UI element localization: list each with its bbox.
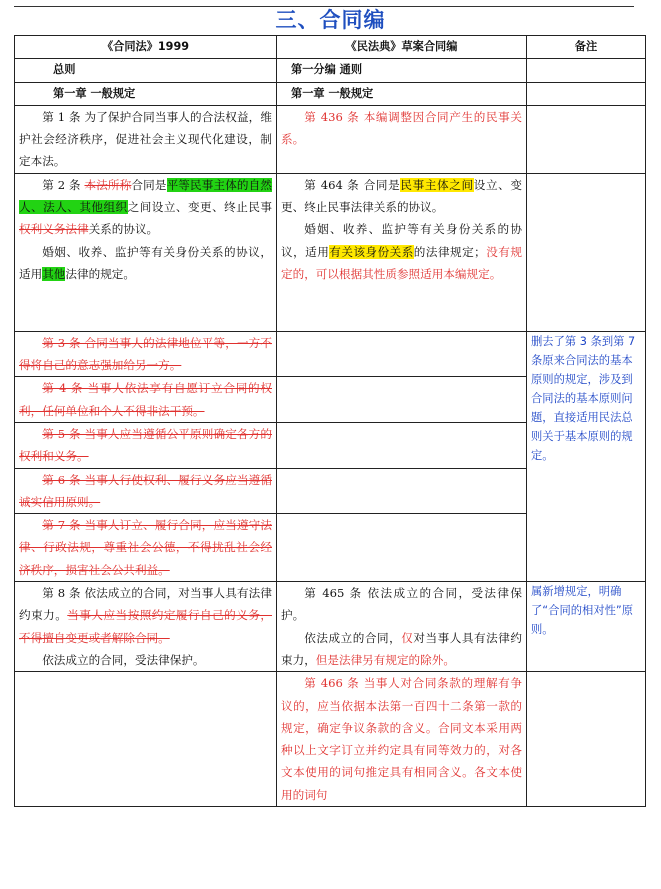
article-464-para-1: [281, 174, 522, 219]
article-466-text: 第 466 条 当事人对合同条款的理解有争议的，应当依据本法第一百四十二条第一款的规定，确定争议条款的含义。合同文本采用两种以上文字订立并约定具有同等效力的，对各文本使用的词句推定具有相同含义。各文本使用的词句: [281, 676, 522, 802]
deleted-text: 本法所称: [84, 177, 132, 192]
deleted-article-cell: [15, 377, 277, 423]
deleted-article-row: [15, 331, 646, 377]
deleted-article-cell: [15, 422, 277, 468]
text-span: 对当事人具有法律约束力，: [281, 630, 522, 667]
text-span: 的法律规定；: [413, 244, 486, 259]
text-span: 第 464 条 合同是: [304, 177, 401, 192]
header-contract-law: 《合同法》1999: [15, 36, 277, 59]
chapter-left: 第一章 一般规定: [15, 82, 277, 105]
text-span: 设立、变更、终止民事法律关系的协议。: [281, 177, 522, 215]
article-2-para-2: [19, 241, 272, 286]
header-notes: 备注: [527, 36, 646, 59]
article-2-para-1: [19, 174, 272, 241]
added-text: 仅: [401, 630, 414, 645]
text-span: 合同是: [131, 177, 167, 192]
article-465-para-1: 第 465 条 依法成立的合同，受法律保护。: [281, 586, 522, 623]
header-civil-code: 《民法典》草案合同编: [277, 36, 527, 59]
chapter-right: 第一章 一般规定: [277, 82, 527, 105]
highlight-text: 有关该身份关系: [329, 244, 414, 259]
article-8-para-2: 依法成立的合同，受法律保护。: [42, 652, 205, 667]
note-cell: [527, 173, 646, 331]
subheader-note: [527, 59, 646, 82]
note-deleted-cell: [527, 331, 646, 581]
empty-cell: [277, 377, 527, 423]
empty-cell: [277, 331, 527, 377]
text-span: 之间设立、变更、终止民事: [127, 200, 272, 215]
article-row: [15, 582, 646, 672]
subheader-left: 总则: [15, 59, 277, 82]
article-row: [15, 105, 646, 173]
deleted-article-text: 第 4 条 当事人依法享有自愿订立合同的权利，任何单位和个人不得非法干预。: [19, 381, 272, 418]
deleted-article-text: 第 7 条 当事人订立、履行合同，应当遵守法律、行政法规，尊重社会公德，不得扰乱社会经济秩序，损害社会公共利益。: [19, 518, 272, 577]
comparison-table: [14, 35, 646, 807]
highlight-text: 平等民事主体的自然人、法人、其他组织: [19, 177, 272, 215]
added-text: 没有规定的，可以根据其性质参照适用本编规定。: [281, 244, 522, 281]
empty-cell: [277, 468, 527, 514]
article-464-cell: [277, 173, 527, 331]
text-span: 法律的规定。: [65, 266, 135, 281]
article-1-text: 第 1 条 为了保护合同当事人的合法权益，维护社会经济秩序，促进社会主义现代化建设，制定本法。: [19, 109, 272, 169]
deleted-article-cell: [15, 468, 277, 514]
text-span: 婚姻、收养、监护等有关身份关系的协议，适用: [19, 244, 272, 281]
empty-cell: [277, 422, 527, 468]
article-436-text: 第 436 条 本编调整因合同产生的民事关系。: [281, 109, 522, 147]
header-row: [15, 36, 646, 59]
chapter-row: [15, 82, 646, 105]
article-465-para-2: [281, 627, 522, 672]
empty-cell: [15, 672, 277, 807]
deleted-article-text: 第 5 条 当事人应当遵循公平原则确定各方的权利和义务。: [19, 426, 272, 464]
chapter-note: [527, 82, 646, 105]
article-2-cell: [15, 173, 277, 331]
article-436-cell: [277, 105, 527, 173]
deleted-article-cell: [15, 331, 277, 377]
note-465-text: 属新增规定，明确了“合同的相对性”原则。: [531, 585, 634, 637]
added-text: 但是法律另有规定的除外。: [315, 652, 455, 667]
highlight-text: 其他: [42, 266, 66, 281]
deleted-text: 权利义务法律: [19, 222, 89, 237]
text-span: 第 8 条 依法成立的合同，对当事人具有法律约束力。: [19, 586, 272, 623]
article-8-para-1: [19, 582, 272, 649]
deleted-article-text: 第 6 条 当事人行使权利、履行义务应当遵循诚实信用原则。: [19, 472, 272, 509]
subheader-right: 第一分编 通则: [277, 59, 527, 82]
note-deleted-text: 删去了第 3 条到第 7 条原来合同法的基本原则的规定，涉及到合同法的基本原则问题，直接适用民法总则关于基本原则的规定。: [531, 334, 636, 462]
note-cell: [527, 105, 646, 173]
note-cell: [527, 672, 646, 807]
article-row: [15, 672, 646, 807]
article-row: [15, 173, 646, 331]
section-title: 三、合同编: [275, 8, 386, 32]
article-1-cell: [15, 105, 277, 173]
deleted-article-text: 第 3 条 合同当事人的法律地位平等，一方不得将自己的意志强加给另一方。: [19, 335, 272, 373]
empty-cell: [277, 514, 527, 582]
text-span: 依法成立的合同，: [304, 630, 402, 645]
article-8-cell: [15, 582, 277, 672]
article-465-cell: [277, 582, 527, 672]
deleted-text: 当事人应当按照约定履行自己的义务，不得擅自变更或者解除合同。: [19, 608, 272, 645]
text-span: 关系的协议。: [88, 222, 159, 237]
note-465-cell: [527, 582, 646, 672]
text-span: 第 2 条: [42, 177, 85, 192]
article-466-cell: [277, 672, 527, 807]
article-464-para-2: [281, 218, 522, 285]
deleted-article-cell: [15, 514, 277, 582]
text-span: 婚姻、收养、监护等有关身份关系的协议，适用: [281, 222, 522, 259]
subheader-row: [15, 59, 646, 82]
highlight-text: 民事主体之间: [400, 177, 474, 192]
